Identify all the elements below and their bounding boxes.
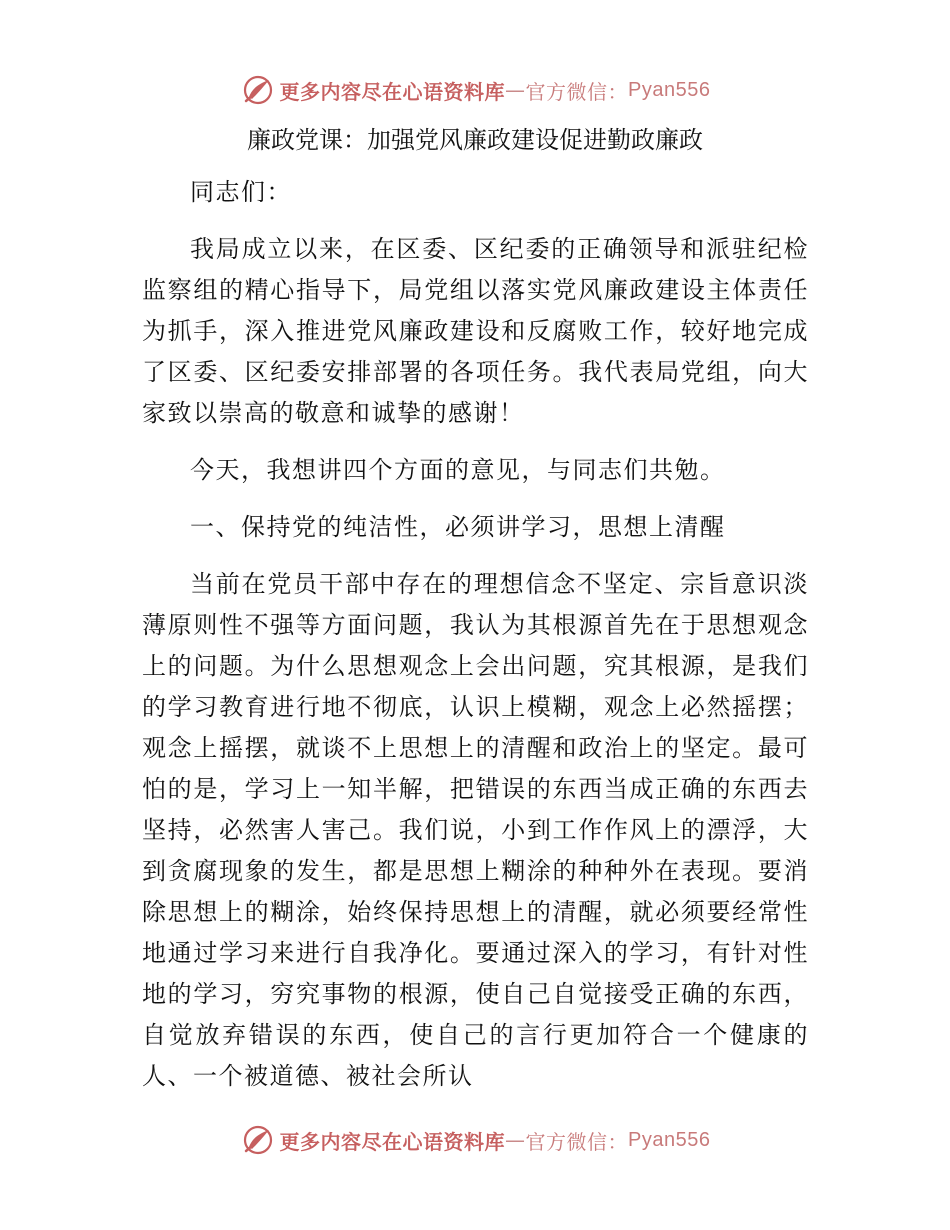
pen-logo-icon	[240, 1122, 276, 1158]
banner-wechat-label: 官方微信：	[525, 1129, 629, 1154]
section-heading: 一、保持党的纯洁性，必须讲学习，思想上清醒	[190, 513, 726, 541]
salutation: 同志们：	[190, 178, 292, 206]
banner-wechat-label: 官方微信：	[525, 79, 629, 104]
body-paragraph: 我局成立以来，在区委、区纪委的正确领导和派驻纪检监察组的精心指导下，局党组以落实党风廉政建设主体责任为抓手，深入推进党风廉政建设和反腐败工作，较好地完成了区委、区纪委安排部署的各项任务。我代表局党组，向大家致以崇高的敬意和诚挚的感谢！	[142, 235, 809, 427]
banner-separator: —	[505, 78, 526, 102]
document-title: 廉政党课：加强党风廉政建设促进勤政廉政	[247, 126, 703, 154]
banner-main-text: 更多内容尽在心语资料库	[279, 1129, 506, 1154]
pen-logo-icon	[240, 72, 276, 108]
banner-separator: —	[505, 1128, 526, 1152]
footer-banner	[0, 1120, 950, 1160]
header-banner	[0, 70, 950, 110]
banner-main-text: 更多内容尽在心语资料库	[279, 79, 506, 104]
document-body	[142, 172, 809, 1113]
banner-wechat-id: Pyan556	[628, 1128, 711, 1151]
body-paragraph: 今天，我想讲四个方面的意见，与同志们共勉。	[190, 456, 726, 484]
body-paragraph: 当前在党员干部中存在的理想信念不坚定、宗旨意识淡薄原则性不强等方面问题，我认为其根源首先在于思想观念上的问题。为什么思想观念上会出问题，究其根源，是我们的学习教育进行地不彻底，认识上模糊，观念上必然摇摆；观念上摇摆，就谈不上思想上的清醒和政治上的坚定。最可怕的是，学习上一知半解，把错误的东西当成正确的东西去坚持，必然害人害己。我们说，小到工作作风上的漂浮，大到贪腐现象的发生，都是思想上糊涂的种种外在表现。要消除思想上的糊涂，始终保持思想上的清醒，就必须要经常性地通过学习来进行自我净化。要通过深入的学习，有针对性地的学习，穷究事物的根源，使自己自觉接受正确的东西，自觉放弃错误的东西，使自己的言行更加符合一个健康的人、一个被道德、被社会所认	[142, 570, 809, 1090]
banner-wechat-id: Pyan556	[628, 78, 711, 101]
